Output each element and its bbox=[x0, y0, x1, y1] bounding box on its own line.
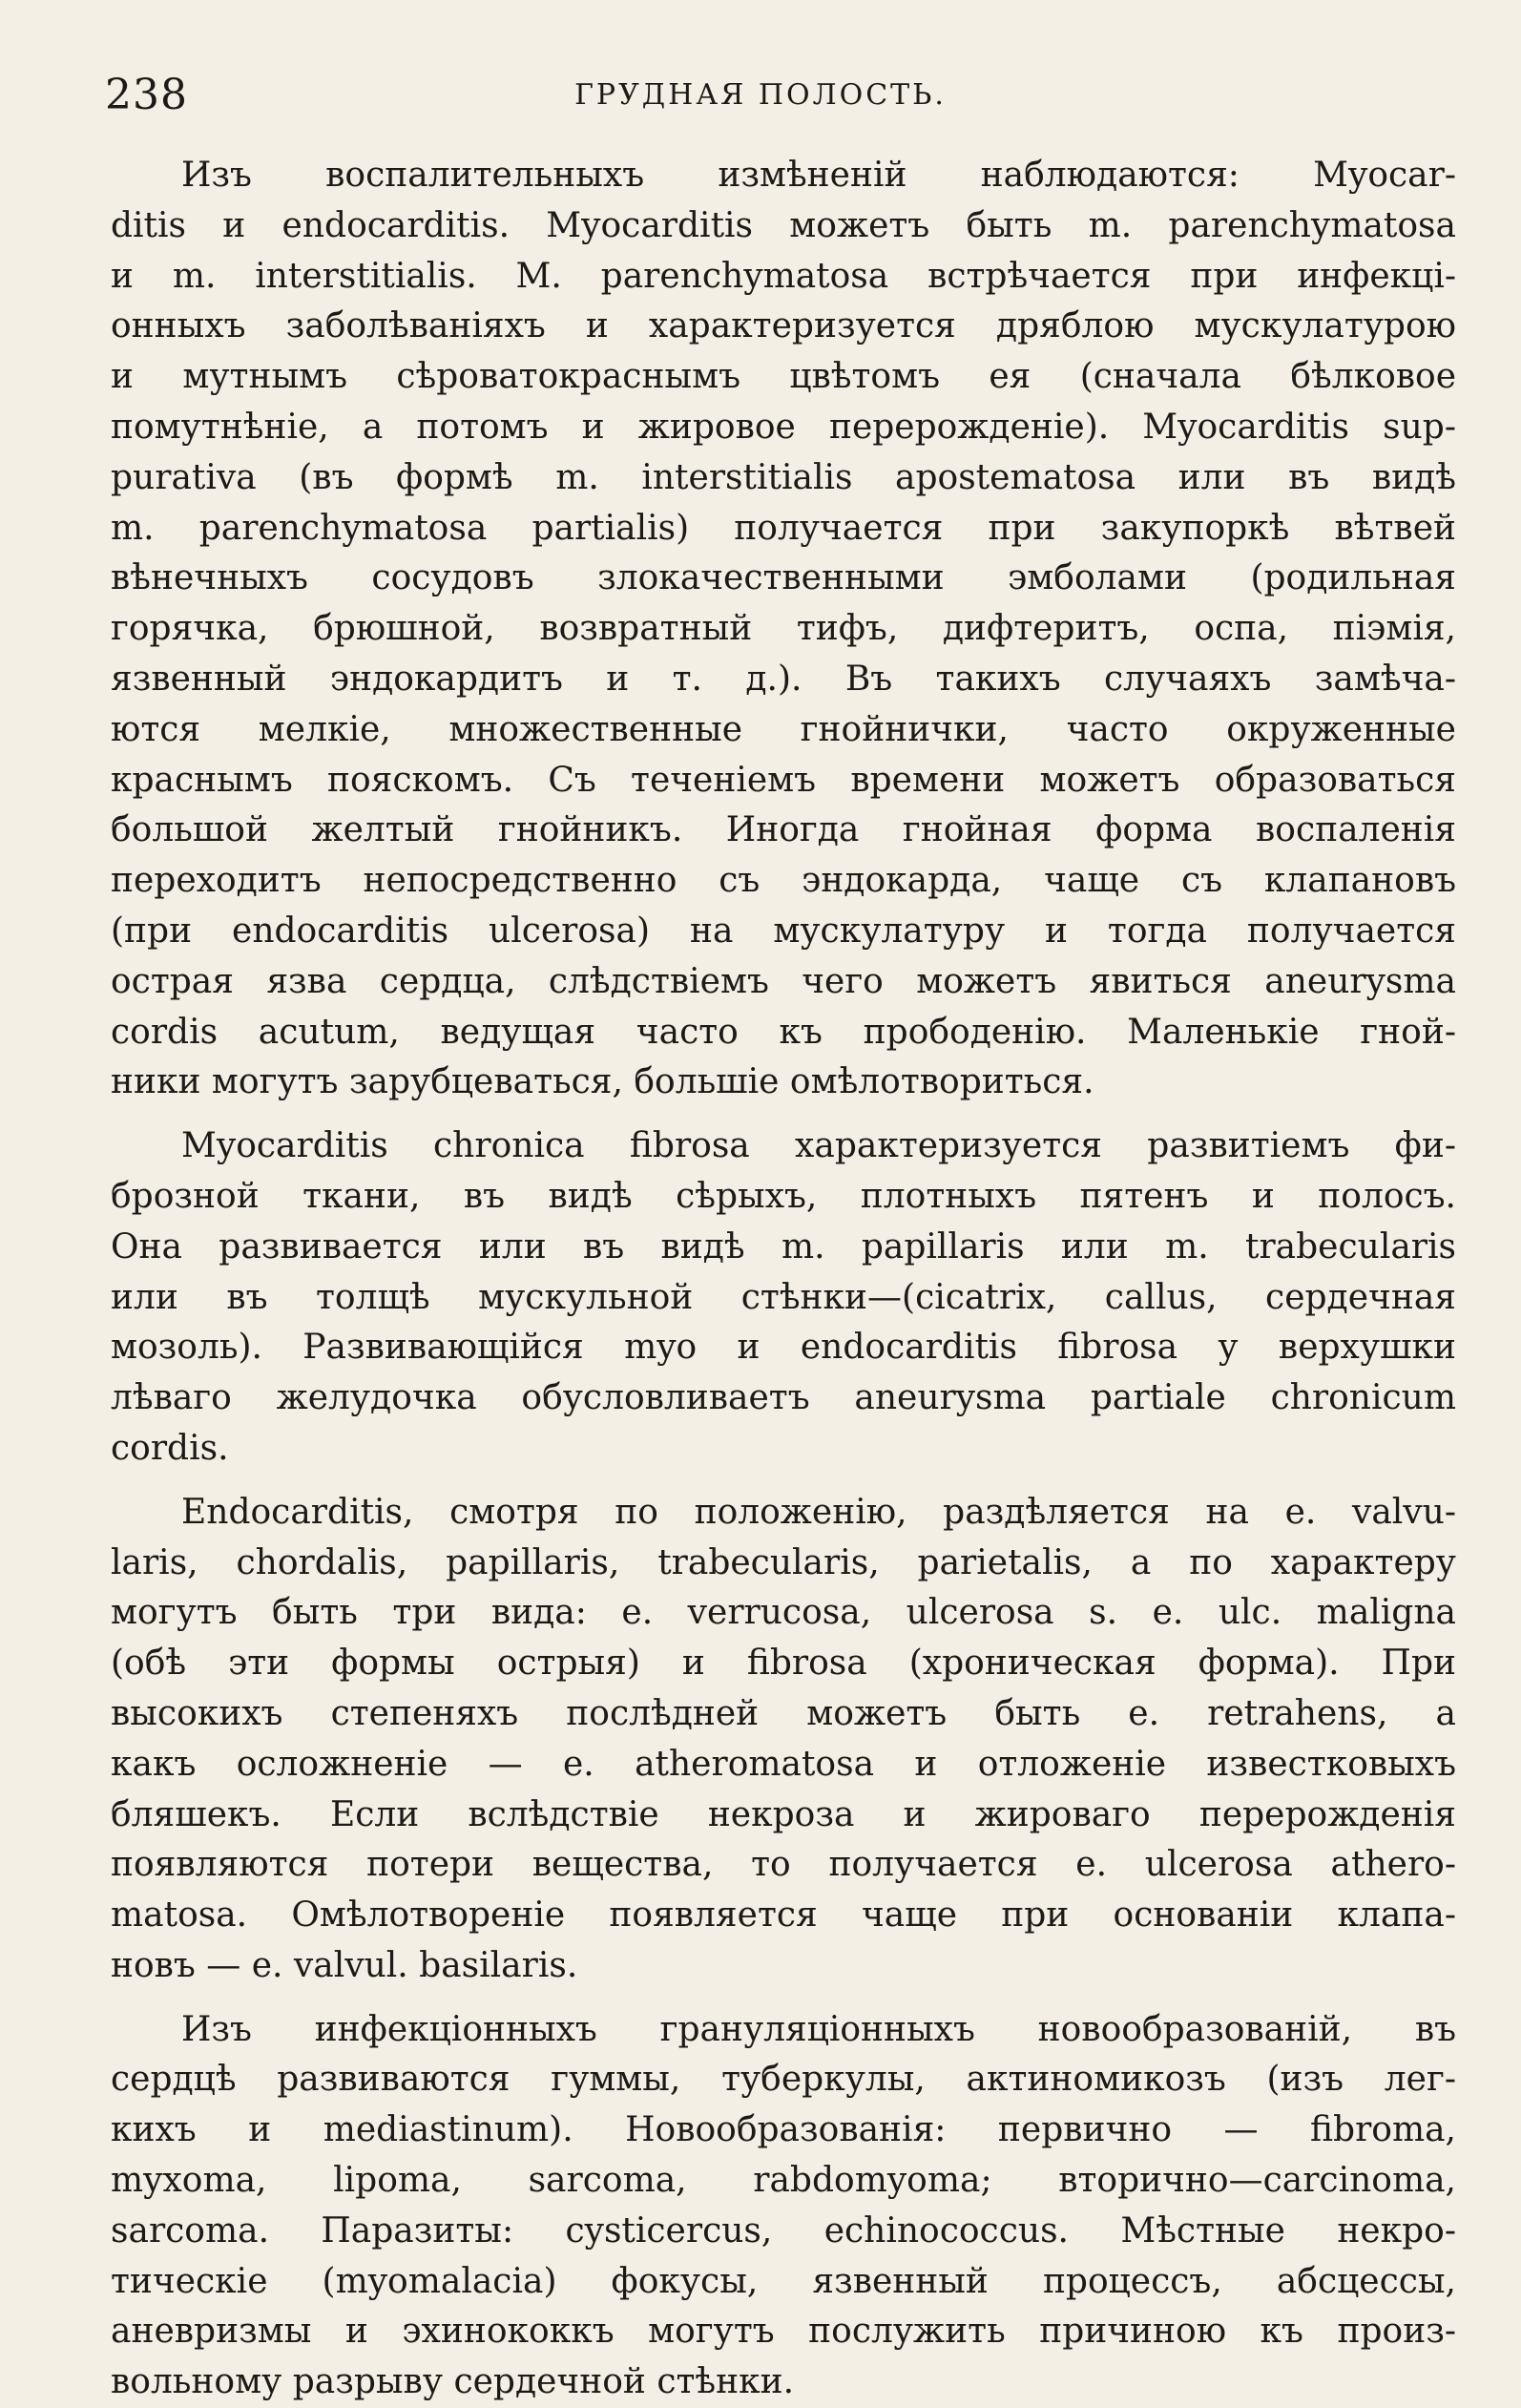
text-line: брозной ткани, въ видѣ сѣрыхъ, плотныхъ пятенъ и полосъ. bbox=[111, 1176, 1456, 1216]
text-line: Она развивается или въ видѣ m. papillaris или m. trabecularis bbox=[111, 1226, 1456, 1267]
text-line: краснымъ пояскомъ. Съ теченіемъ времени можетъ образоваться bbox=[111, 760, 1456, 800]
text-line: (при endocarditis ulcerosa) на мускулатуру и тогда получается bbox=[111, 911, 1456, 951]
text-line: новъ — e. valvul. basilaris. bbox=[111, 1945, 578, 1985]
text-line: myxoma, lipoma, sarcoma, rabdomyoma; вторично—carcinoma, bbox=[111, 2161, 1456, 2201]
paragraph bbox=[111, 1121, 1456, 1475]
text-line: аневризмы и эхинококкъ могутъ послужить причиною къ произ- bbox=[111, 2312, 1456, 2352]
text-line: ditis и endocarditis. Myocarditis можетъ быть m. parenchymatosa bbox=[111, 205, 1456, 245]
text-line: язвенный эндокардитъ и т. д.). Въ такихъ случаяхъ замѣча- bbox=[111, 659, 1456, 699]
text-line: (обѣ эти формы острыя) и fibrosa (хроническая форма). При bbox=[111, 1644, 1456, 1684]
text-line: онныхъ заболѣваніяхъ и характеризуется дряблою мускулатурою bbox=[111, 306, 1456, 346]
text-line: matosa. Омѣлотвореніе появляется чаще при основаніи клапа- bbox=[111, 1895, 1456, 1936]
text-line: помутнѣніе, а потомъ и жировое перерожденіе). Myocarditis sup- bbox=[111, 407, 1456, 447]
text-line: purativa (въ формѣ m. interstitialis apostematosa или въ видѣ bbox=[111, 457, 1456, 497]
text-line: высокихъ степеняхъ послѣдней можетъ быть e. retrahens, а bbox=[111, 1693, 1456, 1733]
text-line: какъ осложненіе — e. atheromatosa и отложеніе известковыхъ bbox=[111, 1744, 1456, 1784]
text-line: большой желтый гнойникъ. Иногда гнойная форма воспаленія bbox=[111, 810, 1456, 850]
text-line: или въ толщѣ мускульной стѣнки—(cicatrix, callus, сердечная bbox=[111, 1277, 1456, 1317]
text-line: laris, chordalis, papillaris, trabecularis, parietalis, а по характеру bbox=[111, 1542, 1456, 1582]
page-number: 238 bbox=[105, 71, 188, 119]
paragraph bbox=[111, 151, 1456, 1108]
paragraph-gap bbox=[111, 1108, 1456, 1121]
paragraph-gap bbox=[111, 1992, 1456, 2005]
text-line: вѣнечныхъ сосудовъ злокачественными эмболами (родильная bbox=[111, 558, 1456, 598]
text-line: появляются потери вещества, то получается e. ulcerosa athero- bbox=[111, 1845, 1456, 1885]
text-line: мозоль). Развивающійся myo и endocarditis fibrosa у верхушки bbox=[111, 1328, 1456, 1368]
text-line: кихъ и mediastinum). Новообразованія: первично — fibroma, bbox=[111, 2110, 1456, 2150]
paragraph-gap bbox=[111, 1475, 1456, 1488]
text-line: горячка, брюшной, возвратный тифъ, дифтеритъ, оспа, піэмія, bbox=[111, 609, 1456, 649]
text-line: Изъ воспалительныхъ измѣненій наблюдаются: Myocar- bbox=[181, 156, 1456, 195]
text-line: cordis acutum, ведущая часто къ прободенію. Маленькіе гной- bbox=[111, 1012, 1456, 1052]
text-line: Endocarditis, смотря по положенію, раздѣляется на e. valvu- bbox=[181, 1492, 1456, 1532]
running-head: ГРУДНАЯ ПОЛОСТЬ. bbox=[574, 78, 947, 112]
paragraph bbox=[111, 1488, 1456, 1992]
text-line: вольному разрыву сердечной стѣнки. bbox=[111, 2362, 795, 2402]
text-line: и m. interstitialis. M. parenchymatosa встрѣчается при инфекці- bbox=[111, 256, 1456, 296]
text-line: лѣваго желудочка обусловливаетъ aneurysma partiale chronicum bbox=[111, 1378, 1456, 1418]
text-line: и мутнымъ сѣроватокраснымъ цвѣтомъ ея (сначала бѣлковое bbox=[111, 357, 1456, 397]
text-line: могутъ быть три вида: e. verrucosa, ulcerosa s. e. ulc. maligna bbox=[111, 1593, 1456, 1633]
text-line: сердцѣ развиваются гуммы, туберкулы, актиномикозъ (изъ лег- bbox=[111, 2060, 1456, 2100]
body-text bbox=[111, 151, 1456, 2408]
text-line: cordis. bbox=[111, 1428, 229, 1468]
text-line: sarcoma. Паразиты: cysticercus, echinococcus. Мѣстные некро- bbox=[111, 2210, 1456, 2251]
text-line: тическіе (myomalacia) фокусы, язвенный процессъ, абсцессы, bbox=[111, 2261, 1456, 2301]
text-line: m. parenchymatosa partialis) получается при закупоркѣ вѣтвей bbox=[111, 508, 1456, 548]
text-line: бляшекъ. Если вслѣдствіе некроза и жироваго перерожденія bbox=[111, 1794, 1456, 1834]
paragraph bbox=[111, 2005, 1456, 2408]
text-line: острая язва сердца, слѣдствіемъ чего можетъ явиться aneurysma bbox=[111, 961, 1456, 1001]
text-line: Изъ инфекціонныхъ грануляціонныхъ новообразованій, въ bbox=[181, 2009, 1456, 2049]
text-line: ники могутъ зарубцеваться, большіе омѣлотвориться. bbox=[111, 1062, 1094, 1102]
text-line: ются мелкіе, множественные гнойнички, часто окруженные bbox=[111, 709, 1456, 749]
text-line: переходитъ непосредственно съ эндокарда, чаще съ клапановъ bbox=[111, 861, 1456, 901]
text-line: Myocarditis chronica fibrosa характеризуется развитіемъ фи- bbox=[181, 1126, 1456, 1166]
